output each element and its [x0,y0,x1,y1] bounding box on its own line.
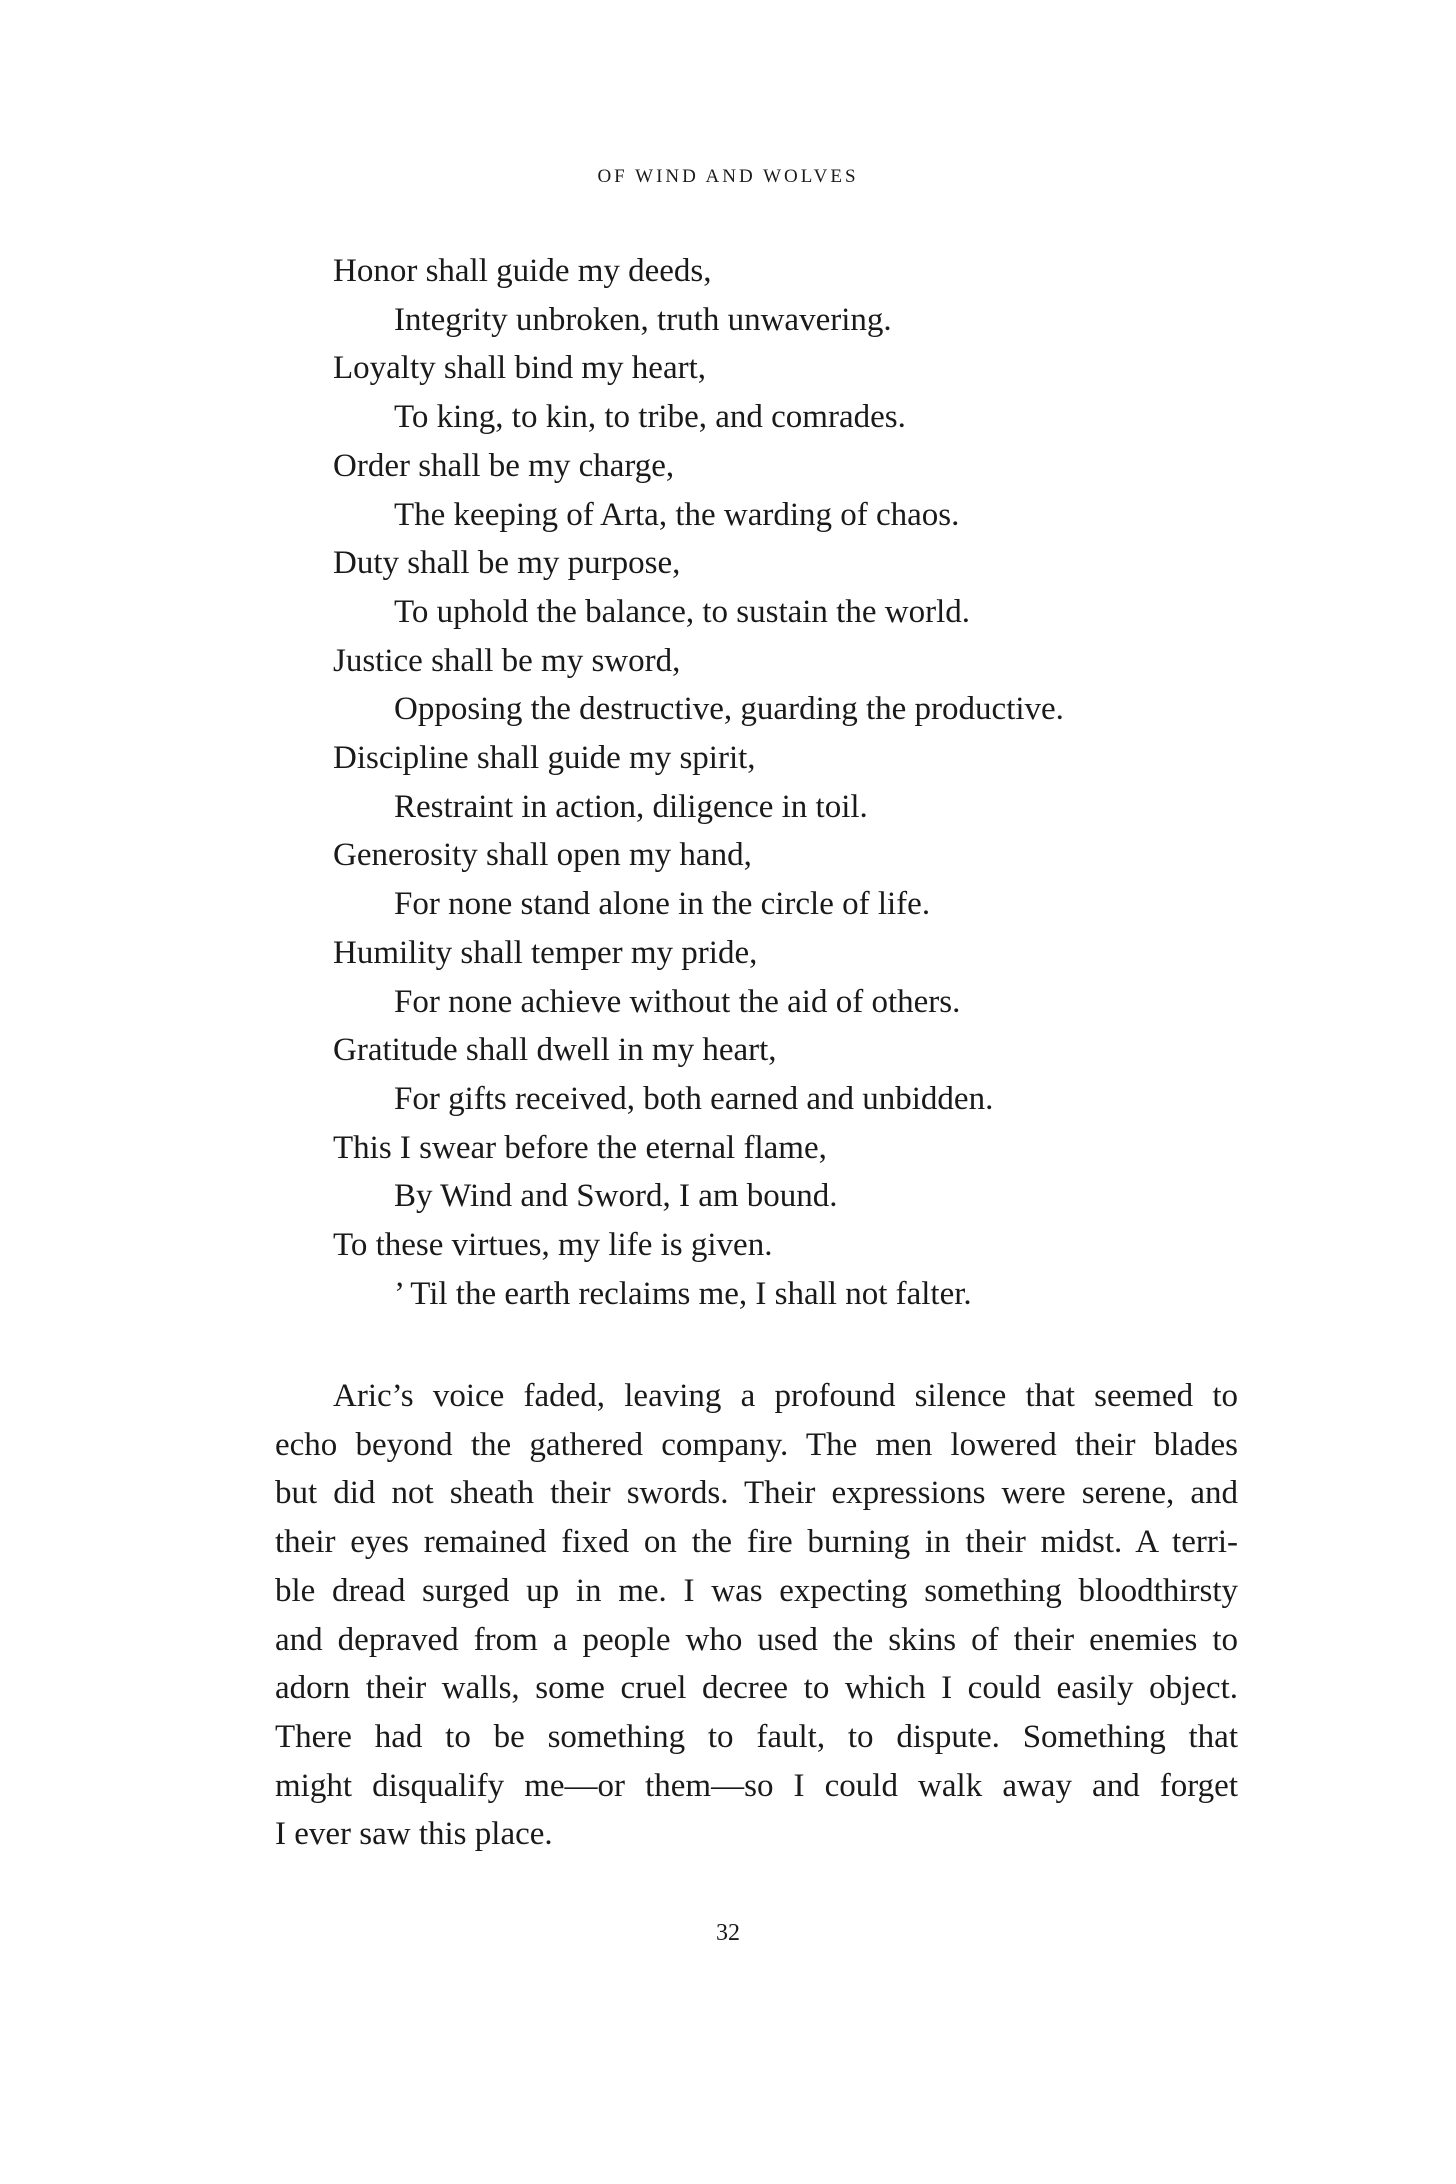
verse-line: Restraint in action, diligence in toil. [394,788,868,825]
prose-line: but did not sheath their swords. Their expressions were serene, and [275,1475,1238,1512]
prose-line: I ever saw this place. [275,1816,553,1853]
verse-line: For gifts received, both earned and unbidden. [394,1080,994,1117]
prose-line: adorn their walls, some cruel decree to which I could easily object. [275,1670,1238,1707]
prose-line: Aric’s voice faded, leaving a profound silence that seemed to [333,1378,1238,1414]
oath-verse [333,247,1064,1318]
prose-line: their eyes remained fixed on the fire burning in their midst. A terri- [275,1524,1238,1561]
verse-line: Discipline shall guide my spirit, [333,740,756,777]
prose-line: ble dread surged up in me. I was expecting something bloodthirsty [275,1572,1238,1609]
verse-line: Justice shall be my sword, [333,642,681,679]
verse-line: Duty shall be my purpose, [333,545,681,582]
verse-line: For none stand alone in the circle of life. [394,886,931,923]
verse-line: To king, to kin, to tribe, and comrades. [394,399,906,436]
verse-line: This I swear before the eternal flame, [333,1129,827,1166]
verse-line: Loyalty shall bind my heart, [333,350,707,387]
verse-line: Humility shall temper my pride, [333,934,758,971]
verse-line: To uphold the balance, to sustain the world. [394,593,970,630]
verse-line: The keeping of Arta, the warding of chaos. [394,496,960,533]
verse-line: For none achieve without the aid of others. [394,983,961,1020]
verse-line: Order shall be my charge, [333,447,675,484]
verse-line: ’ Til the earth reclaims me, I shall not falter. [394,1275,972,1312]
verse-line: Gratitude shall dwell in my heart, [333,1032,777,1069]
verse-line: By Wind and Sword, I am bound. [394,1178,838,1215]
prose-line: There had to be something to fault, to dispute. Something that [275,1718,1238,1755]
verse-line: Integrity unbroken, truth unwavering. [394,301,892,338]
body-paragraph [275,1372,1238,1859]
verse-line: To these virtues, my life is given. [333,1227,773,1264]
prose-line: and depraved from a people who used the skins of their enemies to [275,1621,1238,1658]
running-header: OF WIND AND WOLVES [597,166,859,187]
verse-line: Honor shall guide my deeds, [333,253,712,289]
prose-line: might disqualify me—or them—so I could walk away and forget [275,1767,1238,1804]
page-number: 32 [716,1920,740,1946]
verse-line: Generosity shall open my hand, [333,837,752,874]
prose-line: echo beyond the gathered company. The men lowered their blades [275,1426,1238,1463]
verse-line: Opposing the destructive, guarding the productive. [394,691,1064,728]
